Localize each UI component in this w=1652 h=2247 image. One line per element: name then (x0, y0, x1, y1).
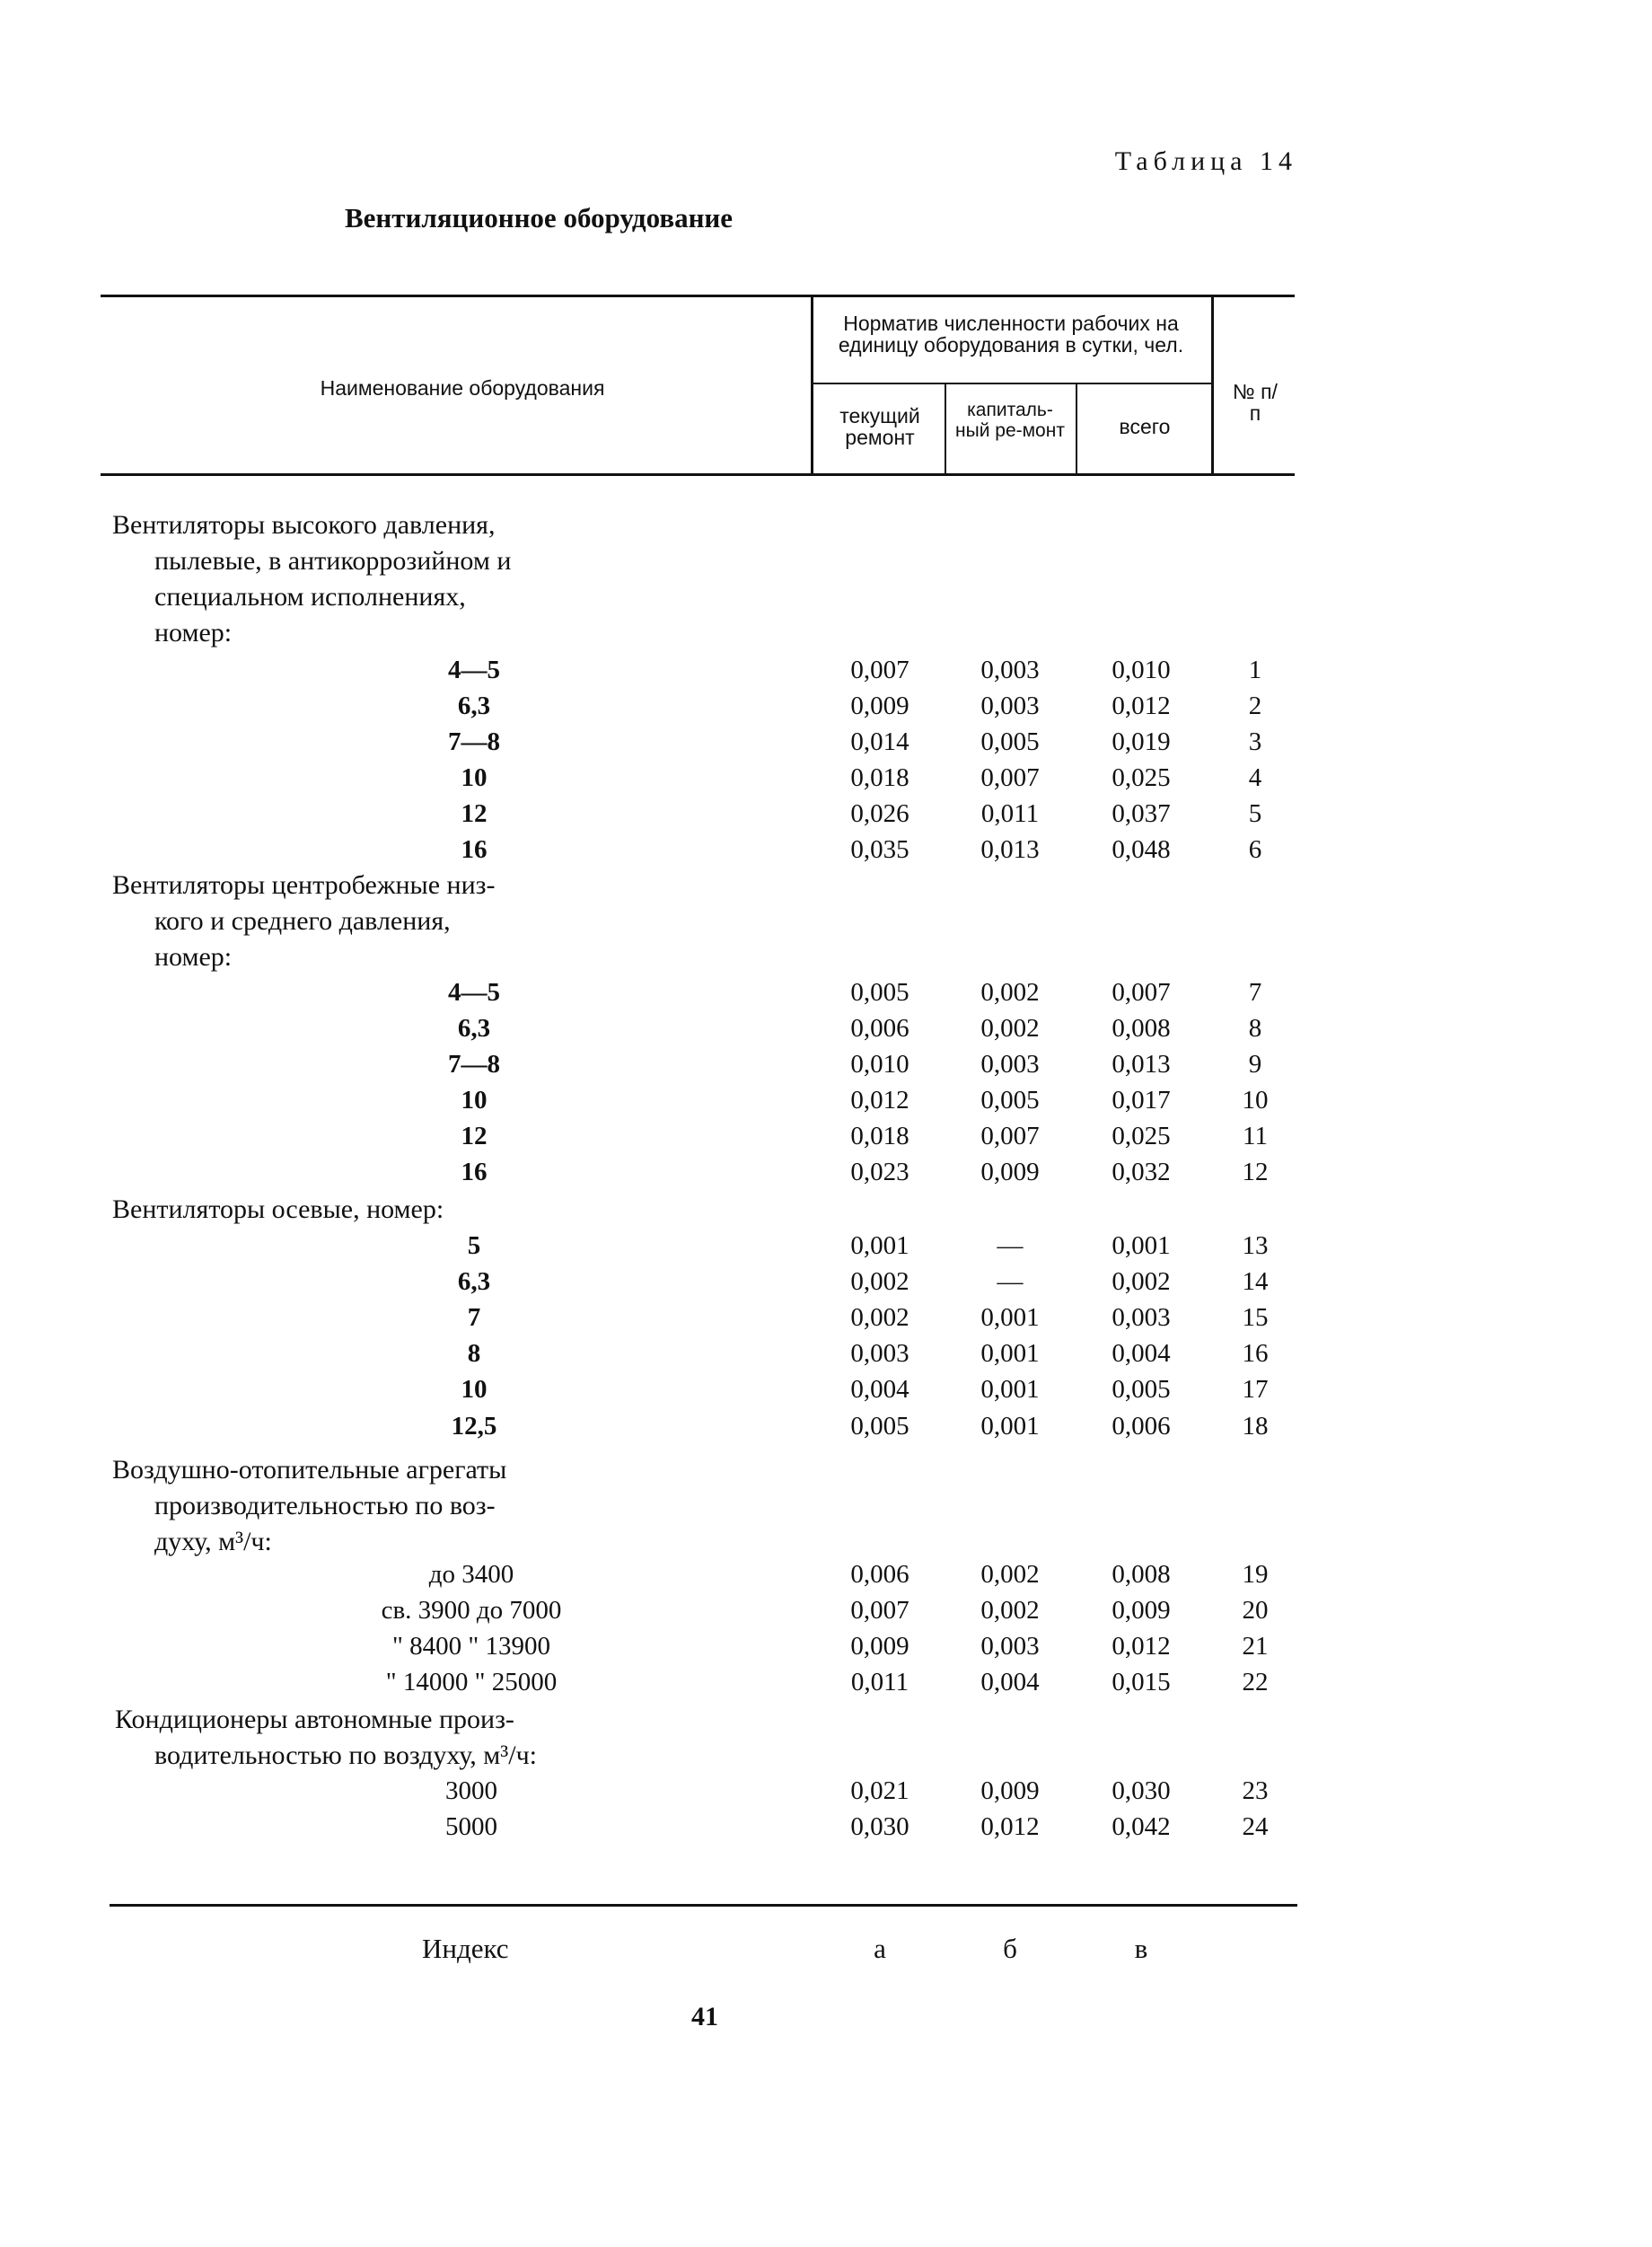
row-current: 0,035 (850, 835, 909, 864)
row-size: " 8400 " 13900 (392, 1632, 550, 1661)
row-capital: 0,007 (980, 1122, 1040, 1150)
index-c: в (1134, 1933, 1148, 1964)
row-total: 0,032 (1112, 1158, 1171, 1186)
row-current: 0,018 (850, 763, 909, 792)
group-label: духу, м³/ч: (154, 1527, 272, 1556)
row-number: 24 (1242, 1812, 1269, 1841)
row-size: 6,3 (457, 1014, 491, 1043)
column-header-capital-repair: капиталь-ный ре-монт (955, 400, 1065, 441)
norm-group-underline (811, 383, 1211, 384)
row-total: 0,008 (1112, 1560, 1171, 1589)
row-size: 5 (467, 1231, 481, 1260)
table-number-label: Таблица 14 (1114, 146, 1297, 176)
row-size: 7 (467, 1303, 481, 1332)
group-label: номер: (154, 618, 233, 648)
row-total: 0,002 (1112, 1267, 1171, 1296)
row-size: 12,5 (451, 1412, 497, 1441)
row-size: 10 (461, 1375, 488, 1404)
row-capital: 0,002 (980, 1560, 1040, 1589)
table-top-rule (101, 295, 1295, 297)
row-capital: 0,003 (980, 656, 1040, 684)
row-number: 20 (1242, 1596, 1269, 1625)
row-current: 0,010 (850, 1050, 909, 1079)
row-total: 0,004 (1112, 1339, 1171, 1368)
group-label: Вентиляторы высокого давления, (112, 510, 496, 540)
row-capital: 0,001 (980, 1339, 1040, 1368)
row-number: 14 (1242, 1267, 1269, 1296)
column-divider-4 (1211, 295, 1214, 474)
row-capital: 0,002 (980, 1014, 1040, 1043)
row-current: 0,012 (850, 1086, 909, 1115)
row-capital: — (997, 1231, 1024, 1260)
row-capital: 0,007 (980, 763, 1040, 792)
group-label: Вентиляторы центробежные низ- (112, 870, 496, 900)
row-size: 3000 (445, 1776, 497, 1805)
row-current: 0,023 (850, 1158, 909, 1186)
row-total: 0,005 (1112, 1375, 1171, 1404)
row-current: 0,003 (850, 1339, 909, 1368)
index-a: а (874, 1933, 886, 1964)
row-current: 0,004 (850, 1375, 909, 1404)
row-number: 12 (1242, 1158, 1269, 1186)
row-number: 2 (1248, 692, 1262, 720)
group-label: Вентиляторы осевые, номер: (112, 1194, 444, 1224)
column-header-number: № п/п (1233, 380, 1278, 425)
row-number: 1 (1248, 656, 1262, 684)
row-capital: — (997, 1267, 1024, 1296)
row-size: 7—8 (448, 1050, 500, 1079)
column-header-norm-group: Норматив численности рабочих на единицу оборудования в сутки, чел. (838, 312, 1184, 357)
group-label: номер: (154, 942, 233, 972)
group-label: Воздушно-отопительные агрегаты (112, 1455, 507, 1485)
row-total: 0,017 (1112, 1086, 1171, 1115)
column-divider-2 (945, 383, 946, 474)
row-current: 0,001 (850, 1231, 909, 1260)
column-divider-1 (811, 295, 813, 474)
row-current: 0,006 (850, 1014, 909, 1043)
row-total: 0,008 (1112, 1014, 1171, 1043)
row-total: 0,048 (1112, 835, 1171, 864)
group-label: кого и среднего давления, (154, 906, 451, 936)
row-size: 6,3 (457, 1267, 491, 1296)
row-total: 0,037 (1112, 799, 1171, 828)
column-divider-3 (1076, 383, 1077, 474)
group-label: Кондиционеры автономные произ- (115, 1705, 514, 1734)
row-current: 0,009 (850, 1632, 909, 1661)
row-total: 0,003 (1112, 1303, 1171, 1332)
row-size: св. 3900 до 7000 (381, 1596, 562, 1625)
row-total: 0,006 (1112, 1412, 1171, 1441)
row-number: 8 (1248, 1014, 1262, 1043)
row-size: 12 (461, 1122, 488, 1150)
row-current: 0,018 (850, 1122, 909, 1150)
row-number: 23 (1242, 1776, 1269, 1805)
row-size: 4—5 (448, 656, 500, 684)
row-current: 0,007 (850, 1596, 909, 1625)
table-header-bottom-rule (101, 473, 1295, 476)
row-total: 0,015 (1112, 1668, 1171, 1696)
group-label: водительностью по воздуху, м³/ч: (154, 1740, 537, 1770)
row-capital: 0,013 (980, 835, 1040, 864)
row-current: 0,026 (850, 799, 909, 828)
column-header-name: Наименование оборудования (320, 376, 605, 400)
row-capital: 0,005 (980, 1086, 1040, 1115)
row-capital: 0,003 (980, 692, 1040, 720)
row-number: 15 (1242, 1303, 1269, 1332)
row-total: 0,019 (1112, 727, 1171, 756)
index-b: б (1003, 1933, 1017, 1964)
row-capital: 0,012 (980, 1812, 1040, 1841)
row-current: 0,005 (850, 1412, 909, 1441)
row-total: 0,012 (1112, 1632, 1171, 1661)
table-title: Вентиляционное оборудование (344, 202, 734, 234)
row-number: 7 (1248, 978, 1262, 1007)
row-size: " 14000 " 25000 (385, 1668, 558, 1696)
row-number: 4 (1248, 763, 1262, 792)
row-number: 21 (1242, 1632, 1269, 1661)
group-label: производительностью по воз- (154, 1491, 496, 1520)
row-number: 9 (1248, 1050, 1262, 1079)
row-capital: 0,011 (980, 799, 1040, 828)
row-current: 0,006 (850, 1560, 909, 1589)
row-number: 17 (1242, 1375, 1269, 1404)
row-capital: 0,005 (980, 727, 1040, 756)
row-size: 16 (461, 835, 488, 864)
row-size: 10 (461, 1086, 488, 1115)
row-current: 0,002 (850, 1303, 909, 1332)
row-capital: 0,003 (980, 1050, 1040, 1079)
row-capital: 0,001 (980, 1303, 1040, 1332)
row-size: 12 (461, 799, 488, 828)
row-current: 0,030 (850, 1812, 909, 1841)
column-header-total: всего (1119, 415, 1171, 438)
group-label: специальном исполнениях, (154, 582, 466, 612)
row-capital: 0,001 (980, 1375, 1040, 1404)
row-current: 0,014 (850, 727, 909, 756)
row-size: 5000 (445, 1812, 497, 1841)
row-total: 0,030 (1112, 1776, 1171, 1805)
row-number: 3 (1248, 727, 1262, 756)
row-number: 5 (1248, 799, 1262, 828)
row-size: 4—5 (448, 978, 500, 1007)
row-total: 0,012 (1112, 692, 1171, 720)
row-current: 0,007 (850, 656, 909, 684)
row-total: 0,009 (1112, 1596, 1171, 1625)
row-current: 0,002 (850, 1267, 909, 1296)
page-number: 41 (691, 2002, 718, 2031)
row-size: 16 (461, 1158, 488, 1186)
row-capital: 0,004 (980, 1668, 1040, 1696)
row-capital: 0,003 (980, 1632, 1040, 1661)
row-number: 19 (1242, 1560, 1269, 1589)
index-label: Индекс (422, 1933, 509, 1964)
row-capital: 0,002 (980, 978, 1040, 1007)
row-capital: 0,001 (980, 1412, 1040, 1441)
row-current: 0,011 (850, 1668, 909, 1696)
row-number: 11 (1243, 1122, 1268, 1150)
row-total: 0,010 (1112, 656, 1171, 684)
row-total: 0,042 (1112, 1812, 1171, 1841)
column-header-current-repair: текущий ремонт (839, 404, 920, 449)
row-total: 0,025 (1112, 1122, 1171, 1150)
row-size: 10 (461, 763, 488, 792)
row-current: 0,005 (850, 978, 909, 1007)
table-bottom-rule (110, 1904, 1297, 1907)
row-capital: 0,009 (980, 1158, 1040, 1186)
row-size: до 3400 (428, 1560, 514, 1589)
group-label: пылевые, в антикоррозийном и (154, 546, 512, 576)
row-size: 6,3 (457, 692, 491, 720)
row-number: 6 (1248, 835, 1262, 864)
row-size: 8 (467, 1339, 481, 1368)
row-capital: 0,002 (980, 1596, 1040, 1625)
row-current: 0,021 (850, 1776, 909, 1805)
row-capital: 0,009 (980, 1776, 1040, 1805)
row-number: 18 (1242, 1412, 1269, 1441)
row-number: 13 (1242, 1231, 1269, 1260)
row-total: 0,013 (1112, 1050, 1171, 1079)
row-number: 10 (1242, 1086, 1269, 1115)
row-number: 16 (1242, 1339, 1269, 1368)
row-total: 0,007 (1112, 978, 1171, 1007)
row-number: 22 (1242, 1668, 1269, 1696)
row-total: 0,025 (1112, 763, 1171, 792)
row-current: 0,009 (850, 692, 909, 720)
row-size: 7—8 (448, 727, 500, 756)
row-total: 0,001 (1112, 1231, 1171, 1260)
